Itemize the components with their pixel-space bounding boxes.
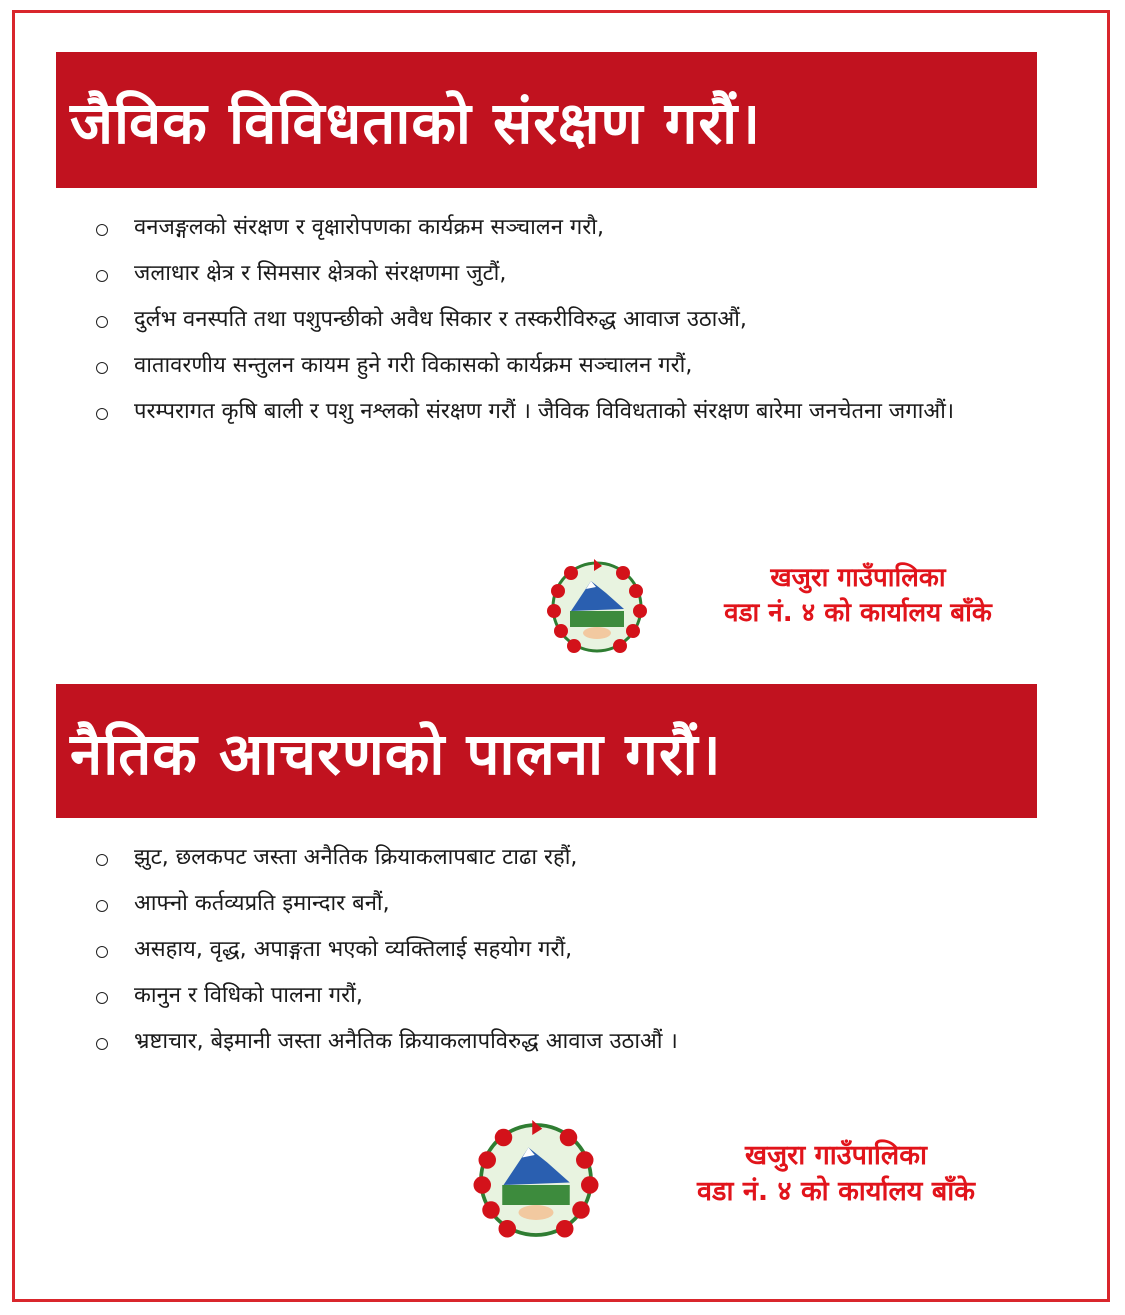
list-item: कानुन र विधिको पालना गरौं,	[96, 973, 856, 1019]
ethics-banner	[56, 684, 1037, 818]
biodiversity-title: जैविक विविधताको संरक्षण गरौं।	[70, 88, 762, 157]
ethics-list	[96, 835, 856, 1065]
office-name: खजुरा गाउँपालिका वडा नं. ४ को कार्यालय बाँके	[724, 563, 992, 629]
bullet-icon	[96, 854, 108, 866]
list-item: वातावरणीय सन्तुलन कायम हुने गरी विकासको कार्यक्रम सञ्चालन गरौं,	[96, 343, 774, 389]
list-item: वनजङ्गलको संरक्षण र वृक्षारोपणका कार्यक्रम सञ्चालन गरौ,	[96, 205, 1026, 251]
biodiversity-banner	[56, 52, 1037, 188]
bullet-icon	[96, 1038, 108, 1050]
office-name: खजुरा गाउँपालिका वडा नं. ४ को कार्यालय बाँके	[697, 1140, 975, 1208]
biodiversity-list	[96, 205, 1026, 435]
bullet-icon	[96, 408, 108, 420]
nepal-emblem-icon	[456, 1110, 616, 1250]
bullet-icon	[96, 224, 108, 236]
office-seal-block	[456, 1110, 1056, 1250]
bullet-icon	[96, 946, 108, 958]
bullet-icon	[96, 900, 108, 912]
bullet-icon	[96, 270, 108, 282]
bullet-icon	[96, 362, 108, 374]
bullet-icon	[96, 316, 108, 328]
bullet-icon	[96, 992, 108, 1004]
list-item: आफ्नो कर्तव्यप्रति इमान्दार बनौं,	[96, 881, 856, 927]
nepal-emblem-icon	[536, 551, 658, 663]
office-seal-block	[536, 551, 1066, 671]
list-item: असहाय, वृद्ध, अपाङ्गता भएको व्यक्तिलाई सहयोग गरौं,	[96, 927, 856, 973]
list-item: परम्परागत कृषि बाली र पशु नश्लको संरक्षण गरौं । जैविक विविधताको संरक्षण बारेमा जनचेतना जगाऔं।	[96, 389, 1026, 435]
list-item: भ्रष्टाचार, बेइमानी जस्ता अनैतिक क्रियाकलापविरुद्ध आवाज उठाऔं ।	[96, 1019, 856, 1065]
ethics-title: नैतिक आचरणको पालना गरौं।	[70, 719, 722, 788]
list-item: झुट, छलकपट जस्ता अनैतिक क्रियाकलापबाट टाढा रहौं,	[96, 835, 856, 881]
list-item: दुर्लभ वनस्पति तथा पशुपन्छीको अवैध सिकार र तस्करीविरुद्ध आवाज उठाऔं,	[96, 297, 854, 343]
list-item: जलाधार क्षेत्र र सिमसार क्षेत्रको संरक्षणमा जुटौं,	[96, 251, 1026, 297]
